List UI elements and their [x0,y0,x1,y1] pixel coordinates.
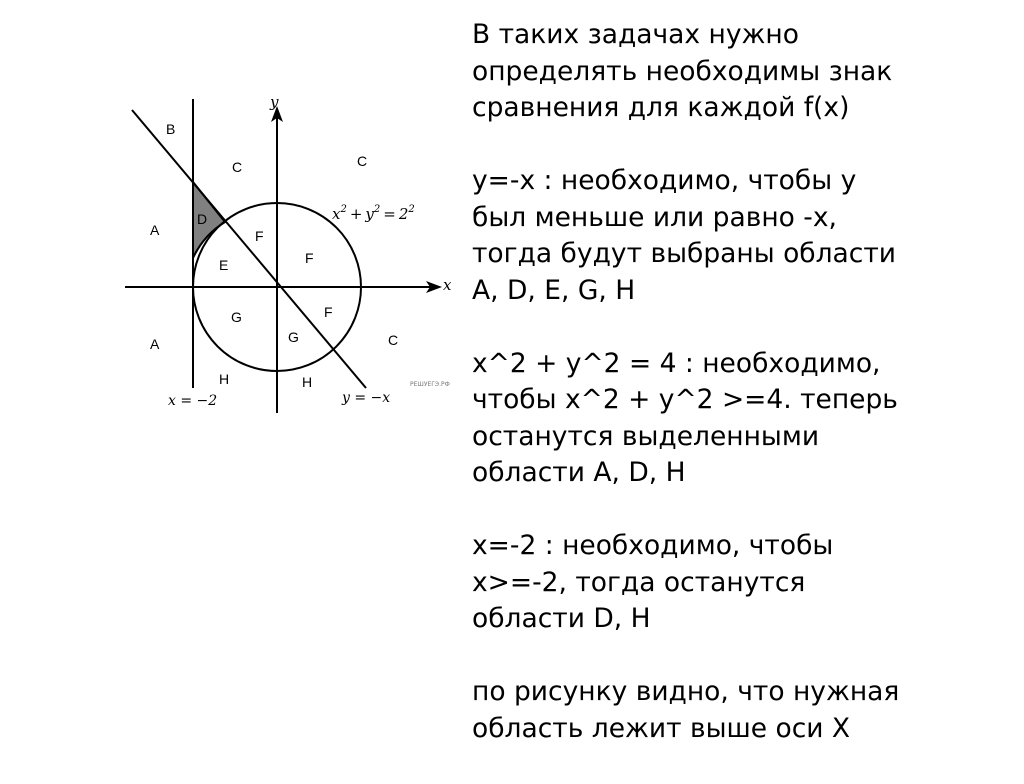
watermark-text: РЕШУЕГЭ.РФ [410,381,450,388]
diagonal-line [132,110,366,388]
diagonal-line-label: y = −x [342,390,391,406]
text-line: по рисунку видно, что нужная [472,676,900,707]
axis-y-label: y [270,93,279,111]
text-line: В таких задачах нужно [472,19,799,50]
text-line: A, D, E, G, H [472,274,636,306]
text-line: область лежит выше оси X [472,712,851,744]
region-label-c: C [357,153,368,169]
text-line: y=-x : необходимо, чтобы y [472,165,857,196]
region-diagram [0,0,470,430]
region-label-h: H [302,374,313,390]
text-line: чтобы x^2 + y^2 >=4. теперь [472,384,898,415]
region-label-f: F [255,228,264,244]
text-line: x>=-2, тогда останутся [472,566,806,598]
vertical-line-label: x = −2 [168,393,218,409]
region-label-b: B [166,121,176,137]
circle-equation-label: $x^2 + y^2 = 2^2$ [332,204,415,223]
region-label-g: G [231,309,242,325]
explanation-text [472,17,1012,784]
text-line: был меньше или равно -x, [472,201,837,233]
region-label-a: A [150,222,160,238]
region-label-f: F [324,304,333,320]
circle-paragraph [472,346,1012,492]
region-label-f: F [305,250,314,266]
text-line: x^2 + y^2 = 4 : необходимо, [472,347,881,379]
region-label-h: H [219,371,230,387]
text-line: области D, H [472,603,651,634]
region-label-a: A [150,336,160,352]
text-line: останутся выделенными [472,420,820,452]
axis-x-label: x [443,276,452,294]
text-line: тогда будут выбраны области [472,238,897,269]
text-line: области A, D, H [472,457,686,488]
region-label-e: E [219,257,229,273]
region-label-c: C [232,159,243,175]
text-line: сравнения для каждой f(x) [472,92,850,123]
conclusion-paragraph [472,674,1012,747]
region-label-c: C [388,332,399,348]
text-line: x=-2 : необходимо, чтобы [472,530,834,561]
vertical-line-paragraph [472,528,1012,638]
intro-paragraph [472,17,1012,127]
text-line: определять необходимы знак [472,55,893,87]
region-label-g: G [288,329,299,345]
diagonal-line-paragraph [472,163,1012,309]
region-label-d: D [197,211,208,227]
